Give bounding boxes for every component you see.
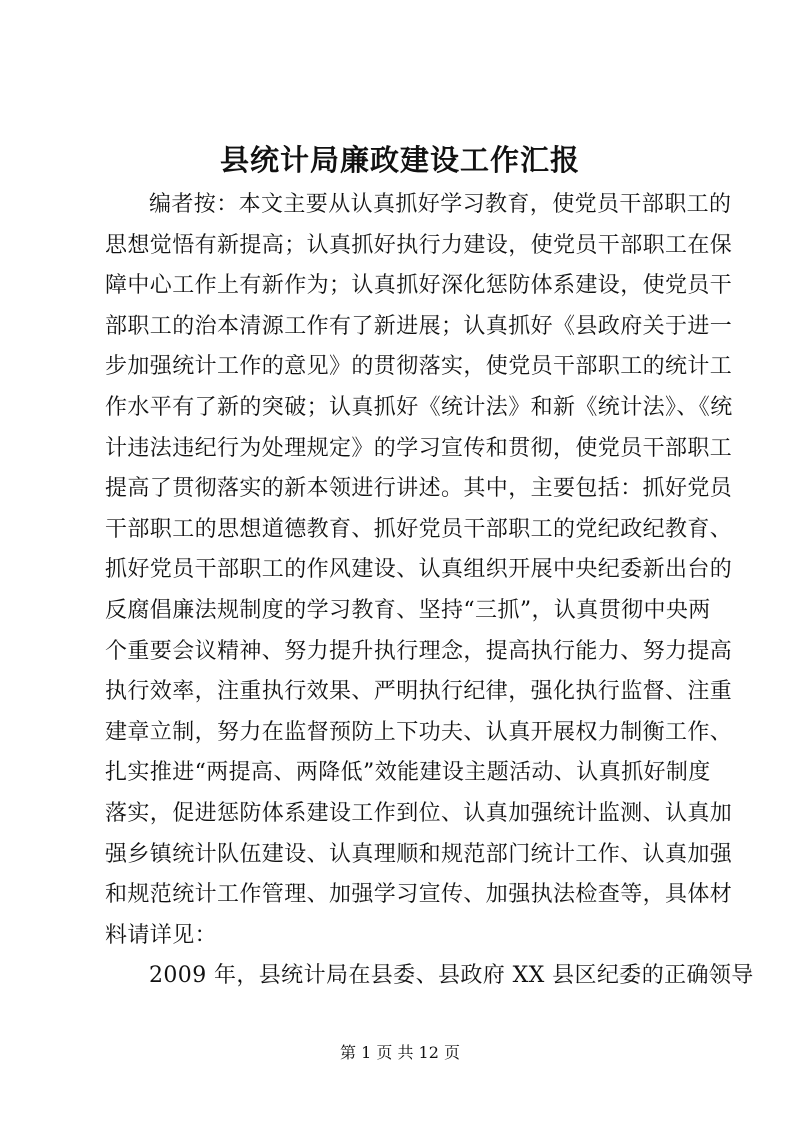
body-line: 思想觉悟有新提高；认真抓好执行力建设，使党员干部职工在保 <box>105 232 733 258</box>
body-line: 个重要会议精神、努力提升执行理念，提高执行能力、努力提高 <box>105 638 733 664</box>
document-title: 县统计局廉政建设工作汇报 <box>219 143 580 177</box>
body-line: 计违法违纪行为处理规定》的学习宣传和贯彻，使党员干部职工 <box>105 435 733 461</box>
body-line: 干部职工的思想道德教育、抓好党员干部职工的党纪政纪教育、 <box>105 516 733 542</box>
body-line: 落实，促进惩防体系建设工作到位、认真加强统计监测、认真加 <box>105 800 733 826</box>
body-line: 2009 年，县统计局在县委、县政府 XX 县区纪委的正确领导 <box>149 963 754 989</box>
body-line: 作水平有了新的突破；认真抓好《统计法》和新《统计法》、《统 <box>105 394 733 420</box>
body-line: 扎实推进“两提高、两降低”效能建设主题活动、认真抓好制度 <box>105 760 711 786</box>
body-line: 反腐倡廉法规制度的学习教育、坚持“三抓”，认真贯彻中央两 <box>105 597 711 623</box>
page-number-footer: 第 1 页 共 12 页 <box>340 1043 460 1062</box>
document-body <box>105 185 754 997</box>
body-line: 步加强统计工作的意见》的贯彻落实，使党员干部职工的统计工 <box>105 354 733 380</box>
body-line: 部职工的治本清源工作有了新进展；认真抓好《县政府关于进一 <box>105 313 733 339</box>
body-line: 编者按：本文主要从认真抓好学习教育，使党员干部职工的 <box>149 192 732 217</box>
body-line: 障中心工作上有新作为；认真抓好深化惩防体系建设，使党员干 <box>105 273 733 299</box>
body-line: 强乡镇统计队伍建设、认真理顺和规范部门统计工作、认真加强 <box>105 841 733 867</box>
body-line: 建章立制，努力在监督预防上下功夫、认真开展权力制衡工作、 <box>105 719 733 745</box>
body-line: 抓好党员干部职工的作风建设、认真组织开展中央纪委新出台的 <box>105 557 733 583</box>
body-line: 料请详见： <box>105 922 218 948</box>
body-line: 执行效率，注重执行效果、严明执行纪律，强化执行监督、注重 <box>105 679 733 705</box>
body-line: 和规范统计工作管理、加强学习宣传、加强执法检查等，具体材 <box>105 882 733 908</box>
body-line: 提高了贯彻落实的新本领进行讲述。其中，主要包括：抓好党员 <box>105 476 733 502</box>
